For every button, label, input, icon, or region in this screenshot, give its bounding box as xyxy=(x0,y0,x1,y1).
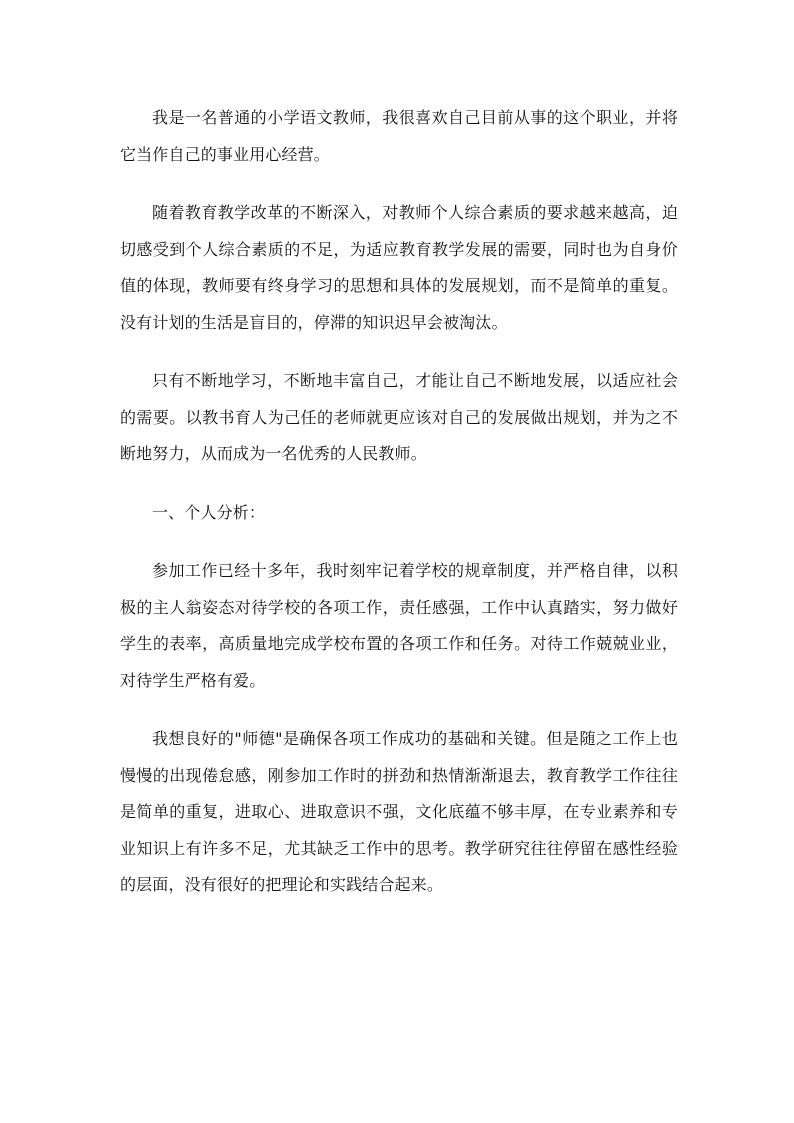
section-heading-personal-analysis: 一、个人分析： xyxy=(152,502,266,522)
document-body xyxy=(120,100,678,926)
paragraph-intro: 我是一名普通的小学语文教师，我很喜欢自己目前从事的这个职业，并将它当作自己的事业用心经营。 xyxy=(120,108,678,164)
paragraph-reform: 随着教育教学改革的不断深入，对教师个人综合素质的要求越来越高，迫切感受到个人综合素质的不足，为适应教育教学发展的需要，同时也为自身价值的体现，教师要有终身学习的思想和具体的发展规划，而不是简单的重复。没有计划的生活是盲目的，停滞的知识迟早会被淘汰。 xyxy=(120,203,678,332)
paragraph-learning: 只有不断地学习，不断地丰富自己，才能让自己不断地发展，以适应社会的需要。以教书育人为己任的老师就更应该对自己的发展做出规划，并为之不断地努力，从而成为一名优秀的人民教师。 xyxy=(120,371,678,463)
paragraph-teacher-ethics: 我想良好的"师德"是确保各项工作成功的基础和关键。但是随之工作上也慢慢的出现倦怠感，刚参加工作时的拼劲和热情渐渐退去，教育教学工作往往是简单的重复，进取心、进取意识不强，文化底蕴不够丰厚，在专业素养和专业知识上有许多不足，尤其缺乏工作中的思考。教学研究往往停留在感性经验的层面，没有很好的把理论和实践结合起来。 xyxy=(120,729,678,894)
paragraph-work-experience: 参加工作已经十多年，我时刻牢记着学校的规章制度，并严格自律，以积极的主人翁姿态对待学校的各项工作，责任感强，工作中认真踏实，努力做好学生的表率，高质量地完成学校布置的各项工作和任务。对待工作兢兢业业，对待学生严格有爱。 xyxy=(120,561,678,690)
